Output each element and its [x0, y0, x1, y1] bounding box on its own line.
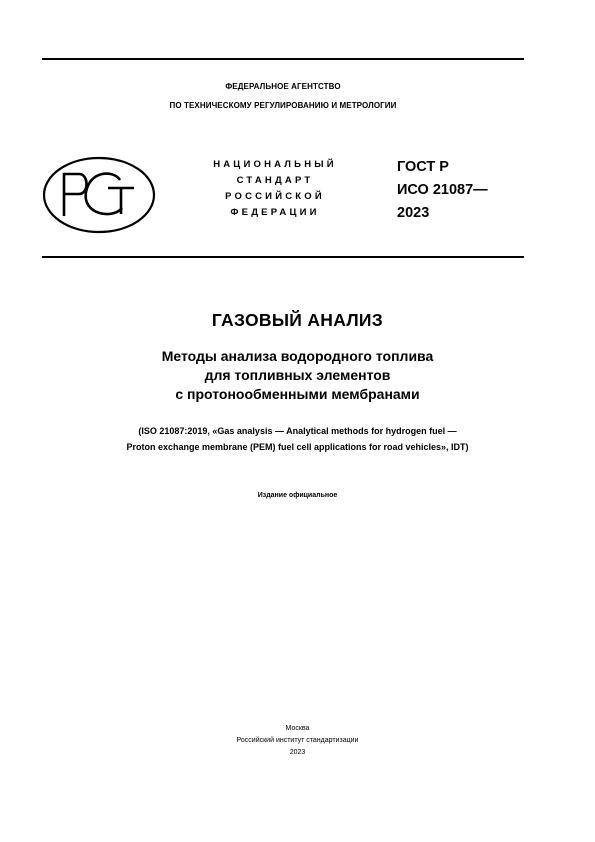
imprint-city: Москва [285, 725, 310, 732]
national-standard-line-4: ФЕДЕРАЦИИ [230, 207, 320, 218]
subtitle-line-3: с протонообменными мембранами [175, 386, 420, 402]
middle-rule [42, 256, 524, 258]
designation-line-1: ГОСТ Р [397, 159, 449, 175]
imprint-publisher: Российский институт стандартизации [236, 737, 359, 744]
document-title: ГАЗОВЫЙ АНАЛИЗ [211, 310, 384, 330]
national-standard-line-3: РОССИЙСКОЙ [225, 191, 325, 202]
publisher-imprint [0, 723, 595, 759]
iso-reference-line-1: (ISO 21087:2019, «Gas analysis — Analytical methods for hydrogen fuel — [138, 426, 457, 436]
designation-line-3: 2023 [397, 205, 430, 221]
rst-gost-mark-icon [42, 156, 156, 234]
top-rule [42, 58, 524, 60]
national-standard-line-1: НАЦИОНАЛЬНЫЙ [213, 159, 337, 170]
agency-line-1: ФЕДЕРАЛЬНОЕ АГЕНТСТВО [225, 82, 341, 91]
national-standard-label [180, 157, 370, 221]
agency-line-2: ПО ТЕХНИЧЕСКОМУ РЕГУЛИРОВАНИЮ И МЕТРОЛОГИИ [169, 101, 397, 110]
iso-reference-line-2: Proton exchange membrane (PEM) fuel cell applications for road vehicles», IDT) [126, 442, 469, 452]
edition-note: Издание официальное [257, 492, 338, 499]
national-standard-line-2: СТАНДАРТ [236, 175, 314, 186]
document-subtitle [0, 347, 595, 404]
standard-designation [397, 156, 488, 225]
subtitle-line-2: для топливных элементов [204, 367, 391, 383]
iso-reference [0, 423, 595, 455]
subtitle-line-1: Методы анализа водородного топлива [161, 348, 434, 364]
designation-line-2: ИСО 21087— [397, 182, 488, 198]
imprint-year: 2023 [289, 749, 306, 756]
